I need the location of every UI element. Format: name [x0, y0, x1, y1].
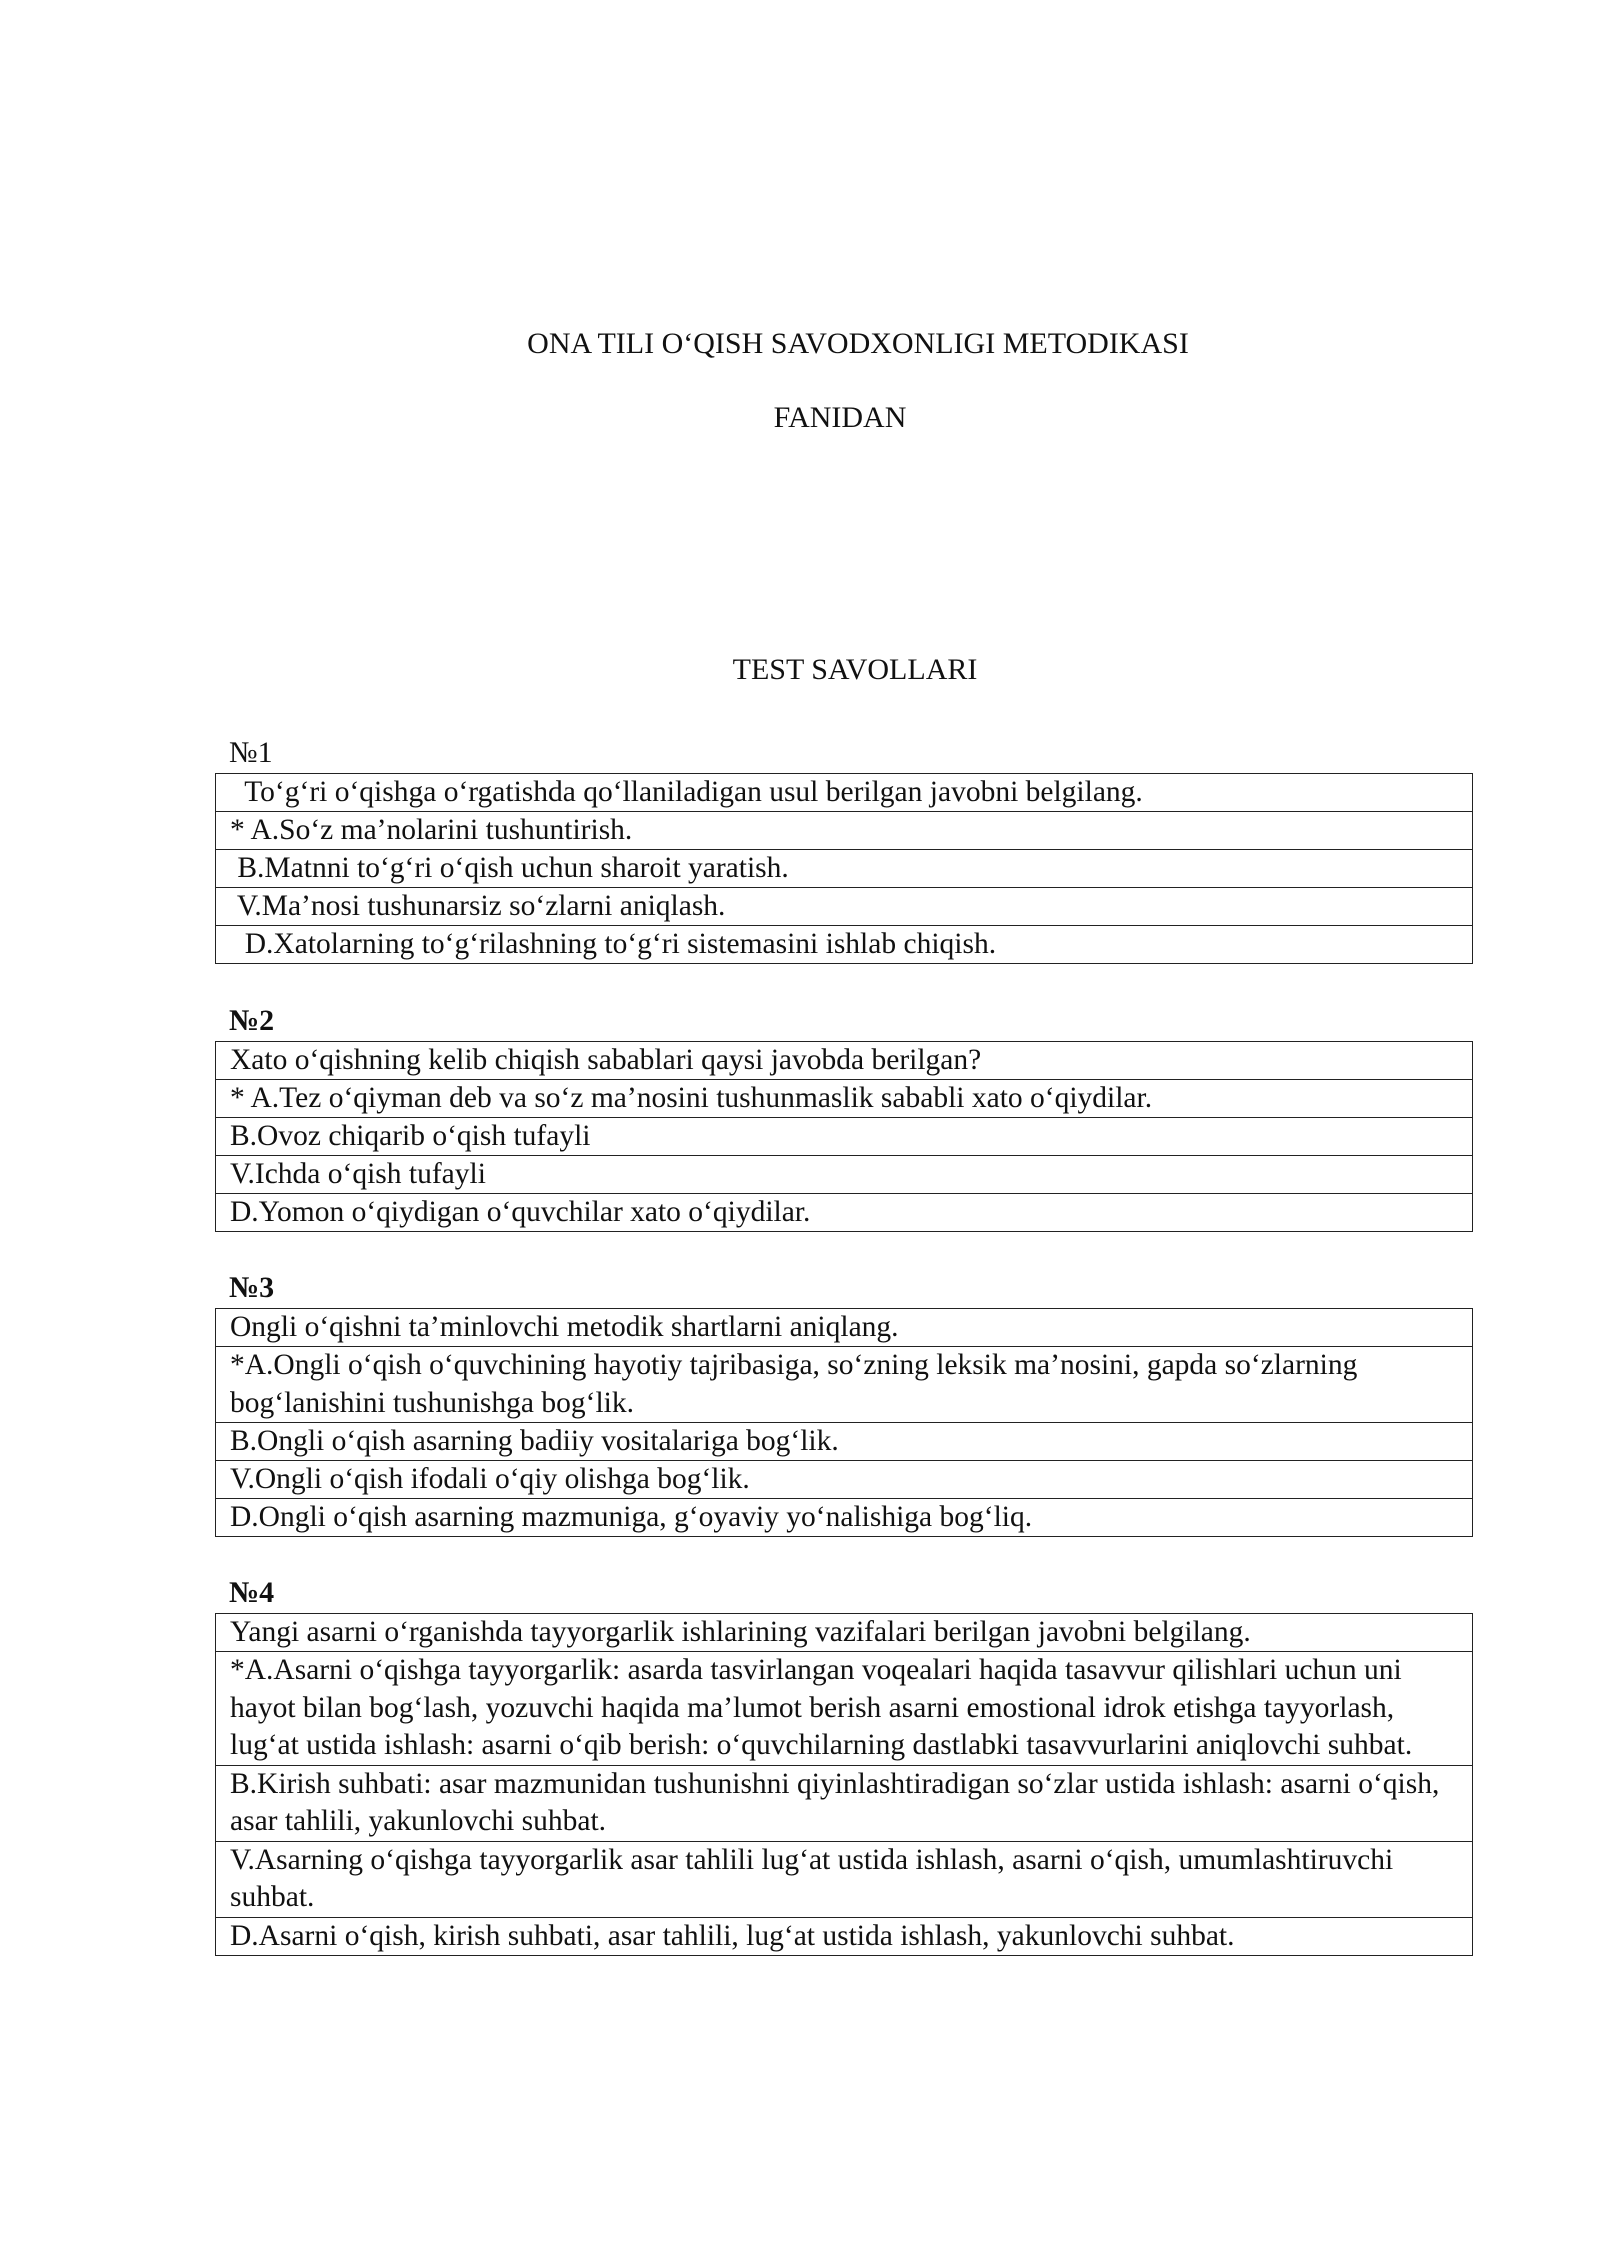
question-text: Xato o‘qishning kelib chiqish sabablari qaysi javobda berilgan? — [216, 1042, 1473, 1080]
question-text: To‘g‘ri o‘qishga o‘rgatishda qo‘llaniladigan usul berilgan javobni belgilang. — [216, 774, 1473, 812]
question-number: №2 — [229, 1004, 275, 1037]
question-number: №4 — [229, 1576, 275, 1609]
question-table — [215, 1308, 1473, 1537]
question-row — [216, 1042, 1473, 1080]
question-row — [216, 1309, 1473, 1347]
answer-option: B.Ovoz chiqarib o‘qish tufayli — [216, 1118, 1473, 1156]
document-subtitle: FANIDAN — [773, 401, 907, 434]
answer-row — [216, 1652, 1473, 1766]
answer-row — [216, 1080, 1473, 1118]
answer-option: B.Ongli o‘qish asarning badiiy vositalariga bog‘lik. — [216, 1423, 1473, 1461]
answer-option: D.Yomon o‘qiydigan o‘quvchilar xato o‘qiydilar. — [216, 1194, 1473, 1232]
answer-option: * A.So‘z ma’nolarini tushuntirish. — [216, 812, 1473, 850]
answer-option: V.Asarning o‘qishga tayyorgarlik asar tahlili lug‘at ustida ishlash, asarni o‘qish, umumlashtiruvchi suhbat. — [216, 1841, 1473, 1917]
question-table — [215, 1613, 1473, 1956]
question-row — [216, 774, 1473, 812]
document-title: ONA TILI O‘QISH SAVODXONLIGI METODIKASI — [527, 327, 1189, 360]
question-row — [216, 1614, 1473, 1652]
answer-option: B.Kirish suhbati: asar mazmunidan tushunishni qiyinlashtiradigan so‘zlar ustida ishlash: asarni o‘qish, asar tahlili, yakunlovchi suhbat. — [216, 1765, 1473, 1841]
question-text: Ongli o‘qishni ta’minlovchi metodik shartlarni aniqlang. — [216, 1309, 1473, 1347]
question-table — [215, 773, 1473, 964]
answer-row — [216, 1917, 1473, 1955]
answer-row — [216, 850, 1473, 888]
answer-option: D.Asarni o‘qish, kirish suhbati, asar tahlili, lug‘at ustida ishlash, yakunlovchi suhbat. — [216, 1917, 1473, 1955]
answer-row — [216, 888, 1473, 926]
question-table — [215, 1041, 1473, 1232]
question-text: Yangi asarni o‘rganishda tayyorgarlik ishlarining vazifalari berilgan javobni belgilang. — [216, 1614, 1473, 1652]
answer-option: * A.Tez o‘qiyman deb va so‘z ma’nosini tushunmaslik sababli xato o‘qiydilar. — [216, 1080, 1473, 1118]
section-heading: TEST SAVOLLARI — [732, 653, 978, 686]
answer-row — [216, 1156, 1473, 1194]
answer-row — [216, 1461, 1473, 1499]
answer-row — [216, 926, 1473, 964]
answer-option: *A.Asarni o‘qishga tayyorgarlik: asarda tasvirlangan voqealari haqida tasavvur qilishlari uchun uni hayot bilan bog‘lash, yozuvchi haqida ma’lumot berish asarni emostional idrok etishga tayyorlash, lug‘at ustida ishlash: asarni o‘qib berish: o‘quvchilarning dastlabki tasavvurlarini aniqlovchi suhbat. — [216, 1652, 1473, 1766]
question-number: №1 — [229, 736, 273, 769]
answer-row — [216, 1347, 1473, 1423]
answer-option: *A.Ongli o‘qish o‘quvchining hayotiy tajribasiga, so‘zning leksik ma’nosini, gapda so‘zlarning bog‘lanishini tushunishga bog‘lik. — [216, 1347, 1473, 1423]
answer-option: V.Ichda o‘qish tufayli — [216, 1156, 1473, 1194]
answer-row — [216, 1423, 1473, 1461]
question-number: №3 — [229, 1271, 275, 1304]
answer-option: D.Ongli o‘qish asarning mazmuniga, g‘oyaviy yo‘nalishiga bog‘liq. — [216, 1499, 1473, 1537]
answer-option: D.Xatolarning to‘g‘rilashning to‘g‘ri sistemasini ishlab chiqish. — [216, 926, 1473, 964]
answer-row — [216, 1118, 1473, 1156]
answer-row — [216, 1499, 1473, 1537]
answer-row — [216, 1841, 1473, 1917]
answer-row — [216, 812, 1473, 850]
answer-option: B.Matnni to‘g‘ri o‘qish uchun sharoit yaratish. — [216, 850, 1473, 888]
answer-option: V.Ongli o‘qish ifodali o‘qiy olishga bog‘lik. — [216, 1461, 1473, 1499]
answer-row — [216, 1765, 1473, 1841]
answer-row — [216, 1194, 1473, 1232]
answer-option: V.Ma’nosi tushunarsiz so‘zlarni aniqlash. — [216, 888, 1473, 926]
